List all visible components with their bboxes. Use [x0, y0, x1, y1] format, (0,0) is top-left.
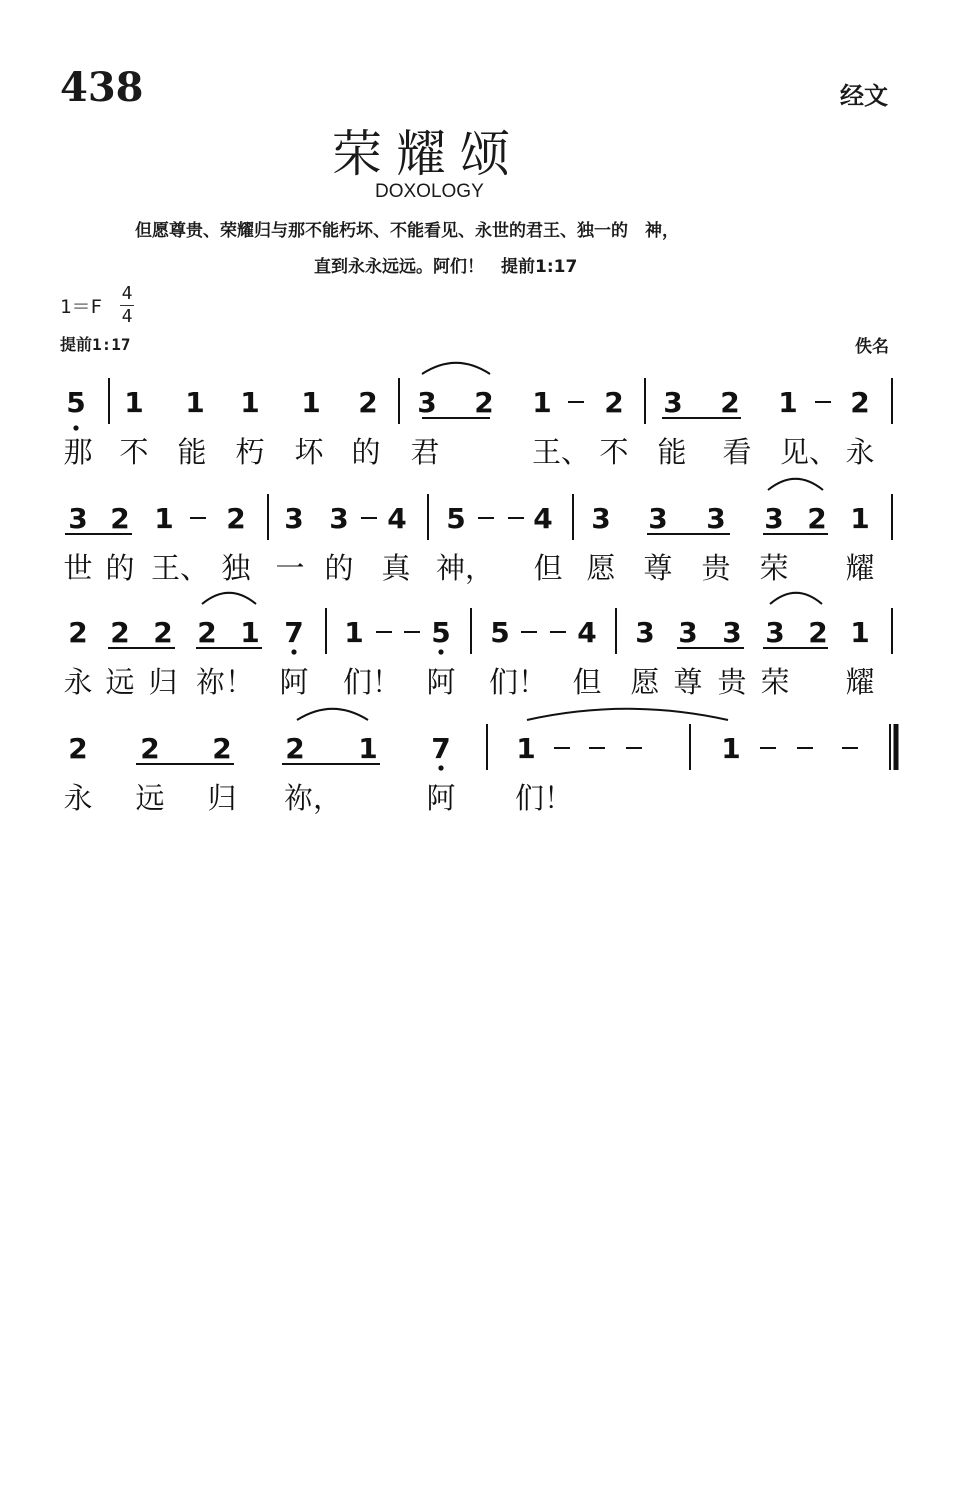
lyric-char: 们！ [514, 781, 574, 815]
note: 1 [532, 386, 552, 419]
lyric-char: 朽 [235, 435, 265, 469]
note: 3 [722, 616, 742, 649]
note: 1 [850, 616, 870, 649]
note: 2 [197, 616, 217, 649]
lyric-char: 的 [324, 551, 354, 585]
lyric-char: 们！ [488, 665, 548, 699]
note: 1 [240, 616, 260, 649]
note: 3 [663, 386, 683, 419]
note: 2 [226, 502, 246, 535]
lyric-char: 耀 [845, 551, 875, 585]
lyric-char: 归 [148, 665, 178, 699]
lyric-char: 但 [572, 665, 602, 699]
slur [770, 593, 822, 604]
note: 2 [212, 732, 232, 765]
note: 1 [240, 386, 260, 419]
key-signature: 1＝F [60, 296, 102, 318]
lyric-char: 见、 [779, 435, 839, 469]
lyric-char: 能 [657, 435, 687, 469]
lyric-char: 们！ [342, 665, 402, 699]
song-title: 荣耀颂 [332, 125, 524, 183]
note: 2 [474, 386, 494, 419]
lyric-char: 荣 [759, 551, 789, 585]
lyric-char: 看 [722, 435, 752, 469]
octave-dot-below [438, 765, 443, 770]
note: 7 [284, 616, 304, 649]
note: 2 [140, 732, 160, 765]
note: 2 [110, 502, 130, 535]
lyric-char: 远 [135, 781, 165, 815]
note: 5 [490, 616, 510, 649]
lyric-char: 耀 [845, 665, 875, 699]
category-label: 经文 [840, 82, 888, 110]
note: 5 [66, 386, 86, 419]
lyric-char: 神， [435, 551, 495, 585]
lyric-char: 贵 [717, 665, 747, 699]
hymn-number: 438 [60, 64, 144, 111]
lyric-char: 真 [381, 551, 411, 585]
lyric-char: 永 [63, 781, 93, 815]
note: 1 [358, 732, 378, 765]
slur [768, 479, 823, 490]
note: 2 [285, 732, 305, 765]
lyric-char: 王、 [150, 551, 210, 585]
lyric-char: 远 [105, 665, 135, 699]
note: 2 [153, 616, 173, 649]
note: 2 [68, 616, 88, 649]
note: 4 [387, 502, 407, 535]
note: 4 [577, 616, 597, 649]
note: 2 [110, 616, 130, 649]
note: 1 [124, 386, 144, 419]
lyric-char: 那 [63, 435, 93, 469]
note: 7 [431, 732, 451, 765]
note: 3 [591, 502, 611, 535]
lyric-char: 祢， [283, 781, 343, 815]
lyric-char: 阿 [426, 781, 456, 815]
note: 3 [635, 616, 655, 649]
note: 3 [678, 616, 698, 649]
lyric-char: 祢！ [195, 665, 255, 699]
note: 3 [706, 502, 726, 535]
note: 1 [850, 502, 870, 535]
scripture-reference: 提前1:17 [60, 335, 131, 354]
lyric-char: 尊 [673, 665, 703, 699]
lyric-char: 的 [351, 435, 381, 469]
lyric-char: 愿 [630, 665, 660, 699]
time-signature-bottom: 4 [121, 306, 133, 327]
lyric-char: 独 [221, 551, 251, 585]
note: 2 [68, 732, 88, 765]
lyric-char: 不 [599, 435, 629, 469]
slur [202, 593, 256, 604]
lyric-char: 永 [845, 435, 875, 469]
note: 1 [778, 386, 798, 419]
lyric-char: 阿 [279, 665, 309, 699]
scripture-verse-line-2: 直到永永远远。阿们！ 提前1:17 [314, 257, 578, 277]
note: 3 [417, 386, 437, 419]
slur [527, 709, 728, 720]
note: 3 [765, 616, 785, 649]
octave-dot-below [291, 649, 296, 654]
octave-dot-below [438, 649, 443, 654]
lyric-char: 尊 [643, 551, 673, 585]
lyric-char: 能 [177, 435, 207, 469]
note: 2 [808, 616, 828, 649]
author-label: 佚名 [855, 337, 889, 357]
note: 1 [301, 386, 321, 419]
note: 3 [284, 502, 304, 535]
note: 2 [358, 386, 378, 419]
lyric-char: 贵 [701, 551, 731, 585]
note: 5 [446, 502, 466, 535]
lyric-char: 一 [275, 551, 305, 585]
lyric-char: 不 [119, 435, 149, 469]
note: 5 [431, 616, 451, 649]
lyric-char: 世 [63, 551, 93, 585]
lyric-char: 坏 [294, 435, 324, 469]
lyric-char: 的 [105, 551, 135, 585]
lyric-char: 君 [410, 435, 440, 469]
lyric-char: 阿 [426, 665, 456, 699]
note: 2 [720, 386, 740, 419]
note: 2 [807, 502, 827, 535]
note: 3 [764, 502, 784, 535]
octave-dot-below [73, 425, 78, 430]
song-subtitle: DOXOLOGY [375, 181, 484, 202]
note: 1 [721, 732, 741, 765]
time-signature-top: 4 [121, 283, 133, 304]
note: 1 [516, 732, 536, 765]
note: 1 [344, 616, 364, 649]
slur [297, 709, 368, 720]
note: 2 [604, 386, 624, 419]
lyric-char: 王、 [531, 435, 591, 469]
note: 3 [329, 502, 349, 535]
note: 1 [154, 502, 174, 535]
note: 1 [185, 386, 205, 419]
lyric-char: 归 [207, 781, 237, 815]
lyric-char: 愿 [586, 551, 616, 585]
lyric-char: 永 [63, 665, 93, 699]
lyric-char: 荣 [760, 665, 790, 699]
note: 4 [533, 502, 553, 535]
slur [422, 363, 490, 374]
note: 3 [68, 502, 88, 535]
lyric-char: 但 [533, 551, 563, 585]
scripture-verse-line-1: 但愿尊贵、荣耀归与那不能朽坏、不能看见、永世的君王、独一的 神， [135, 221, 679, 241]
note: 3 [648, 502, 668, 535]
note: 2 [850, 386, 870, 419]
